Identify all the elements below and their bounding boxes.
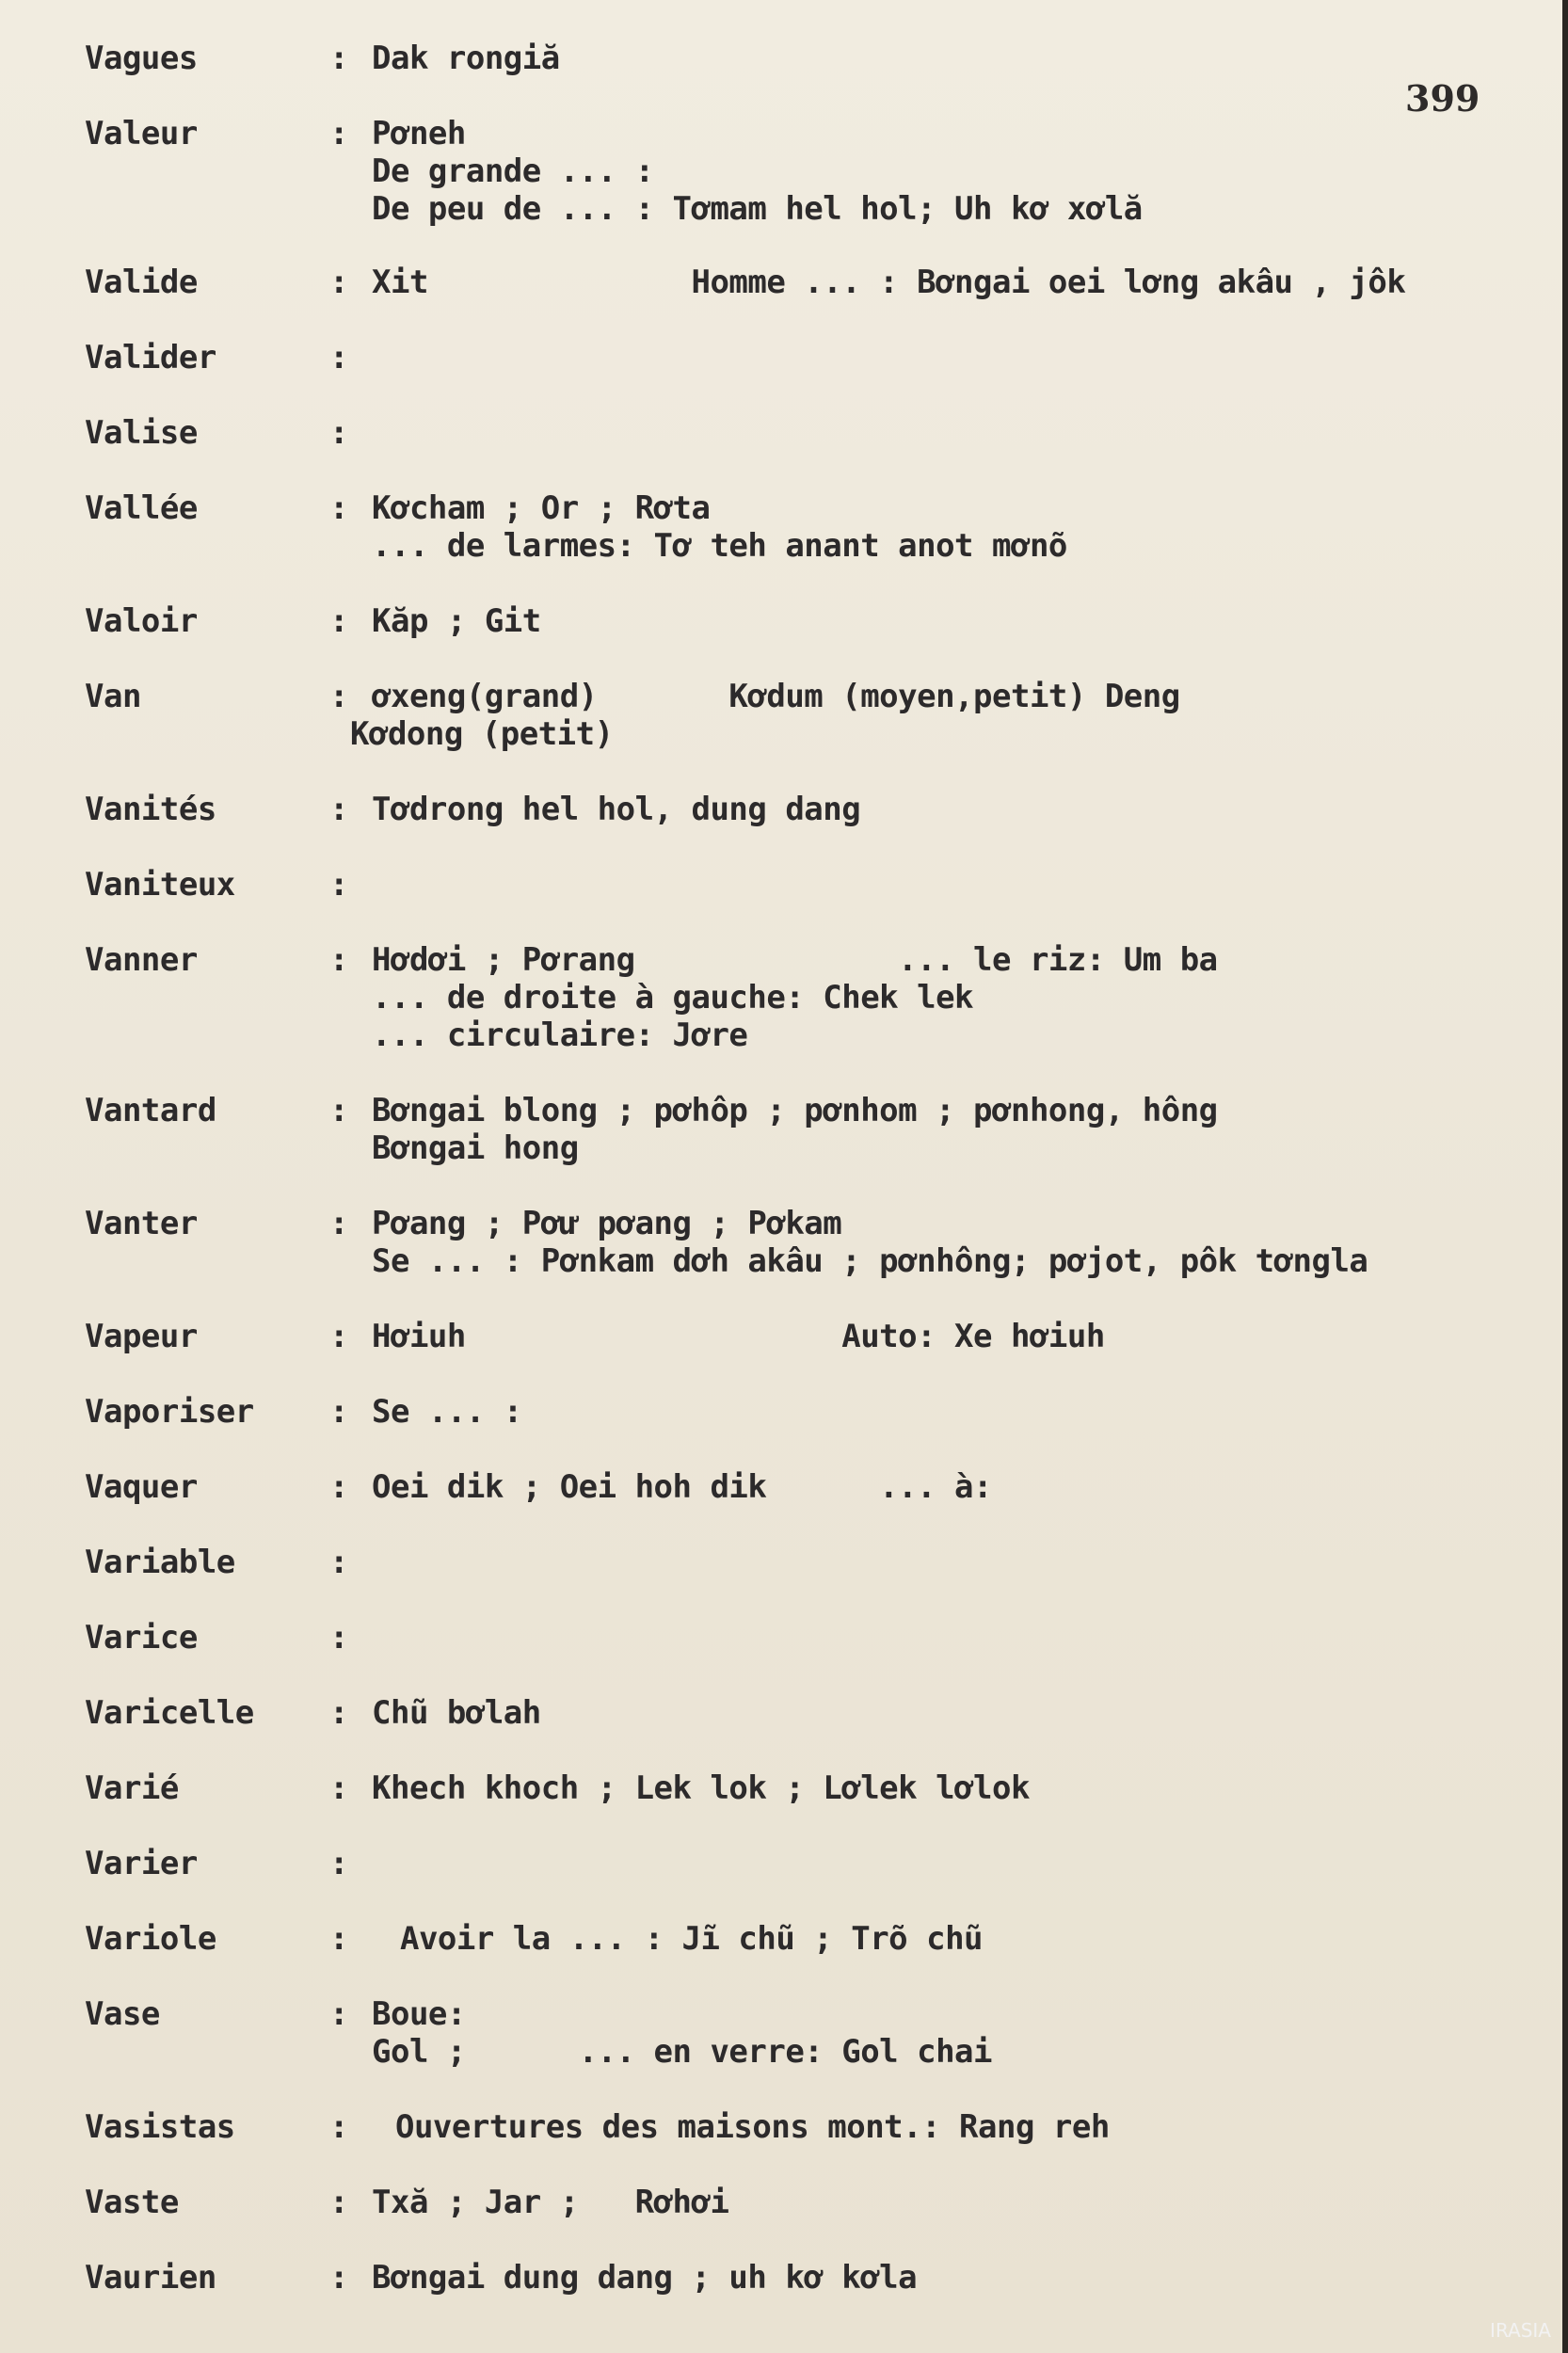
definition-line: Xit Homme ... : Bơngai oei lơng akâu , jôk: [372, 264, 1406, 301]
definition-line: Hơdơi ; Pơrang ... le riz: Um ba: [372, 941, 1218, 979]
definition-line: Se ... : Pơnkam dơh akâu ; pơnhông; pơjot, pôk tơngla: [372, 1242, 1368, 1280]
headword: Valide: [85, 264, 198, 301]
headword: Varié: [85, 1769, 179, 1807]
headword: Valeur: [85, 115, 198, 152]
definition-line: Oei dik ; Oei hoh dik ... à:: [372, 1468, 993, 1506]
definition-line: Avoir la ... : Jĩ chũ ; Trõ chũ: [381, 1920, 984, 1958]
separator-colon: :: [329, 941, 348, 979]
headword: Vase: [85, 1995, 160, 2033]
definition-line: Hơiuh Auto: Xe hơiuh: [372, 1318, 1105, 1355]
definition-line: Bơngai dung dang ; uh kơ kơla: [372, 2259, 918, 2297]
separator-colon: :: [329, 1393, 348, 1431]
separator-colon: :: [329, 866, 348, 904]
separator-colon: :: [329, 339, 348, 376]
definition-line: Tơdrong hel hol, dung dang: [372, 791, 861, 828]
definition-line: Dak rongiă: [372, 40, 560, 77]
headword: Variable: [85, 1544, 235, 1581]
definition-line: Gol ; ... en verre: Gol chai: [372, 2033, 993, 2071]
definition-line: ... circulaire: Jơre: [372, 1016, 748, 1054]
definition-line: ơxeng(grand) Kơdum (moyen,petit) Deng: [372, 678, 1180, 715]
separator-colon: :: [329, 1468, 348, 1506]
definition-line: De grande ... :: [372, 152, 654, 190]
headword: Varicelle: [85, 1694, 254, 1732]
definition-line: Kăp ; Git: [372, 602, 541, 640]
separator-colon: :: [329, 1845, 348, 1882]
headword: Van: [85, 678, 141, 715]
definition-line: Bơngai hong: [372, 1129, 579, 1167]
headword: Valoir: [85, 602, 198, 640]
separator-colon: :: [329, 1995, 348, 2033]
definition-line: Ouvertures des maisons mont.: Rang reh: [376, 2108, 1110, 2146]
definition-line: Se ... :: [372, 1393, 522, 1431]
headword: Varier: [85, 1845, 198, 1882]
separator-colon: :: [329, 264, 348, 301]
definition-line: ... de droite à gauche: Chek lek: [372, 979, 974, 1016]
headword: Valider: [85, 339, 216, 376]
headword: Varice: [85, 1619, 198, 1657]
headword: Vaurien: [85, 2259, 216, 2297]
headword: Vaniteux: [85, 866, 235, 904]
headword: Vanités: [85, 791, 216, 828]
separator-colon: :: [329, 1205, 348, 1242]
definition-line: Kơcham ; Or ; Rơta: [372, 489, 711, 527]
separator-colon: :: [329, 2108, 348, 2146]
separator-colon: :: [329, 1544, 348, 1581]
headword: Variole: [85, 1920, 216, 1958]
headword: Vasistas: [85, 2108, 235, 2146]
headword: Vapeur: [85, 1318, 198, 1355]
definition-line: Khech khoch ; Lek lok ; Lơlek lơlok: [372, 1769, 1030, 1807]
definition-line: Kơdong (petit): [350, 715, 614, 753]
definition-line: Boue:: [372, 1995, 466, 2033]
separator-colon: :: [329, 1694, 348, 1732]
definition-line: Pơneh: [372, 115, 466, 152]
separator-colon: :: [329, 678, 348, 715]
separator-colon: :: [329, 40, 348, 77]
definition-line: Txă ; Jar ; Rơhơi: [372, 2184, 729, 2221]
headword: Valise: [85, 414, 198, 452]
separator-colon: :: [329, 115, 348, 152]
definition-line: Bơngai blong ; pơhôp ; pơnhom ; pơnhong, hông: [372, 1092, 1218, 1129]
separator-colon: :: [329, 489, 348, 527]
headword: Vaporiser: [85, 1393, 254, 1431]
headword: Vaste: [85, 2184, 179, 2221]
definition-line: Pơang ; Pơư pơang ; Pơkam: [372, 1205, 842, 1242]
separator-colon: :: [329, 1920, 348, 1958]
page-number: 399: [1405, 77, 1480, 120]
separator-colon: :: [329, 1092, 348, 1129]
headword: Vagues: [85, 40, 198, 77]
separator-colon: :: [329, 2259, 348, 2297]
headword: Vallée: [85, 489, 198, 527]
definition-line: Chũ bơlah: [372, 1694, 541, 1732]
separator-colon: :: [329, 414, 348, 452]
headword: Vantard: [85, 1092, 216, 1129]
headword: Vaquer: [85, 1468, 198, 1506]
separator-colon: :: [329, 2184, 348, 2221]
separator-colon: :: [329, 791, 348, 828]
credit-label: IRASIA: [1490, 2319, 1551, 2342]
definition-line: ... de larmes: Tơ teh anant anot mơnõ: [372, 527, 1067, 565]
definition-line: De peu de ... : Tơmam hel hol; Uh kơ xơlă: [372, 190, 1143, 228]
separator-colon: :: [329, 602, 348, 640]
separator-colon: :: [329, 1318, 348, 1355]
separator-colon: :: [329, 1619, 348, 1657]
separator-colon: :: [329, 1769, 348, 1807]
headword: Vanner: [85, 941, 198, 979]
headword: Vanter: [85, 1205, 198, 1242]
